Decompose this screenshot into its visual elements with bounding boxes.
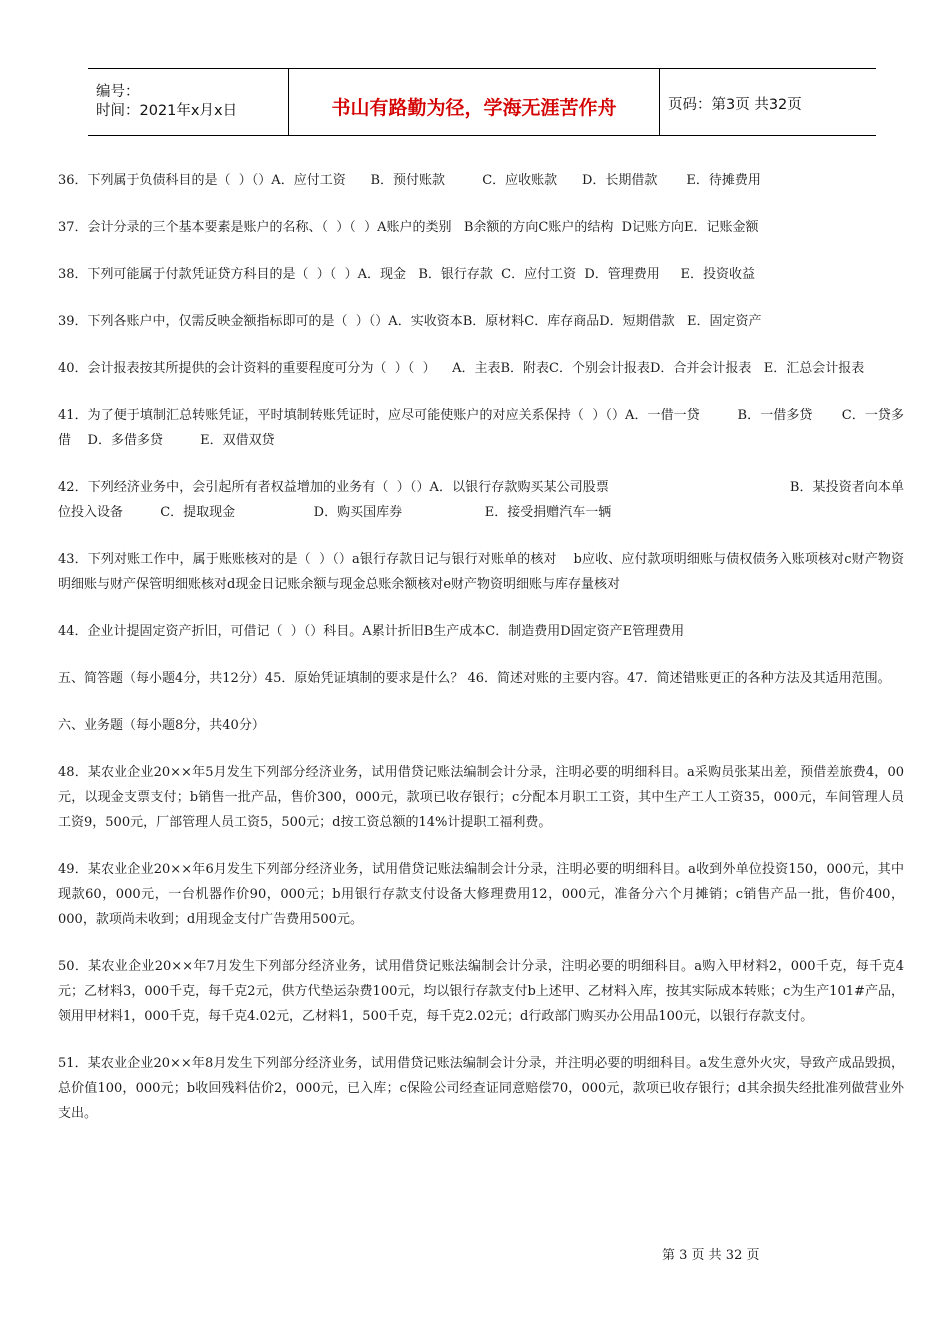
question-39: 39．下列各账户中，仅需反映金额指标即可的是（ ）（）A．实收资本B．原材料C．库存商品D．短期借款 E．固定资产 [58, 314, 762, 329]
header-motto [288, 69, 660, 135]
question-51: 51．某农业企业20××年8月发生下列部分经济业务，试用借贷记账法编制会计分录，并注明必要的明细科目。a发生意外火灾，导致产成品毁损，总价值100，000元；b收回残料估价2，000元，已入库；c保险公司经查证同意赔偿70，000元，款项已收存银行；d其余损失经批准列做营业外支出。 [58, 1056, 904, 1121]
question-36: 36．下列属于负债科目的是（ ）（）A．应付工资 B．预付账款 C．应收账款 D．长期借款 E．待摊费用 [58, 173, 761, 188]
document-body [58, 168, 904, 1148]
question-49: 49．某农业企业20××年6月发生下列部分经济业务，试用借贷记账法编制会计分录，注明必要的明细科目。a收到外单位投资150，000元，其中现款60，000元，一台机器作价90，000元；b用银行存款支付设备大修理费用12，000元，准备分六个月摊销；c销售产品一批，售价400，000，款项尚未收到；d用现金支付广告费用500元。 [58, 862, 904, 927]
doc-number-label: 编号： [96, 84, 140, 100]
question-40: 40．会计报表按其所提供的会计资料的重要程度可分为（ ）（ ） A．主表B．附表C．个别会计报表D．合并会计报表 E．汇总会计报表 [58, 361, 865, 376]
page-info-text: 页码：第3页 共32页 [668, 96, 802, 113]
page-header [88, 68, 876, 136]
footer-page-number: 第 3 页 共 32 页 [662, 1248, 760, 1263]
question-43: 43．下列对账工作中，属于账账核对的是（ ）（）a银行存款日记与银行对账单的核对 b应收、应付款项明细账与债权债务入账项核对c财产物资明细账与财产保管明细账核对d现金日记账余额与现金总账余额核对e财产物资明细账与库存量核对 [58, 552, 904, 592]
section-short-answer: 五、简答题（每小题4分，共12分）45．原始凭证填制的要求是什么？ 46．简述对账的主要内容。47．简述错账更正的各种方法及其适用范围。 [58, 671, 891, 686]
question-50: 50．某农业企业20××年7月发生下列部分经济业务，试用借贷记账法编制会计分录，注明必要的明细科目。a购入甲材料2，000千克，每千克4元；乙材料3，000千克，每千克2元，供方代垫运杂费100元，均以银行存款支付b上述甲、乙材料入库，按其实际成本转账；c为生产101#产品，领用甲材料1，000千克，每千克4.02元，乙材料1，500千克，每千克2.02元；d行政部门购买办公用品100元，以银行存款支付。 [58, 959, 904, 1024]
section-business: 六、业务题（每小题8分，共40分） [58, 718, 265, 733]
motto-text: 书山有路勤为径，学海无涯苦作舟 [331, 96, 617, 119]
question-41: 41．为了便于填制汇总转账凭证，平时填制转账凭证时，应尽可能使账户的对应关系保持（ ）（）A．一借一贷 B．一借多贷 C．一贷多借 D．多借多贷 E．双借双贷 [58, 408, 904, 448]
question-48: 48．某农业企业20××年5月发生下列部分经济业务，试用借贷记账法编制会计分录，注明必要的明细科目。a采购员张某出差，预借差旅费4，00元，以现金支票支付；b销售一批产品，售价300，000元，款项已收存银行；c分配本月职工工资，其中生产工人工资35，000元，车间管理人员工资9，500元，厂部管理人员工资5，500元；d按工资总额的14%计提职工福利费。 [58, 765, 904, 830]
question-42: 42．下列经济业务中，会引起所有者权益增加的业务有（ ）（）A．以银行存款购买某公司股票 B．某投资者向本单位投入设备 C．提取现金 D．购买国库券 E．接受捐赠汽车一辆 [58, 480, 904, 520]
doc-time-label: 时间：2021年x月x日 [96, 103, 238, 119]
page-footer [662, 1244, 759, 1263]
question-38: 38．下列可能属于付款凭证贷方科目的是（ ）（ ）A．现金 B．银行存款 C．应付工资 D．管理费用 E．投资收益 [58, 267, 755, 282]
header-left [88, 69, 288, 135]
question-44: 44．企业计提固定资产折旧，可借记（ ）（）科目。A累计折旧B生产成本C．制造费用D固定资产E管理费用 [58, 624, 685, 639]
question-37: 37．会计分录的三个基本要素是账户的名称、（ ）（ ）A账户的类别 B余额的方向C账户的结构 D记账方向E．记账金额 [58, 220, 759, 235]
header-page-info [660, 69, 876, 135]
